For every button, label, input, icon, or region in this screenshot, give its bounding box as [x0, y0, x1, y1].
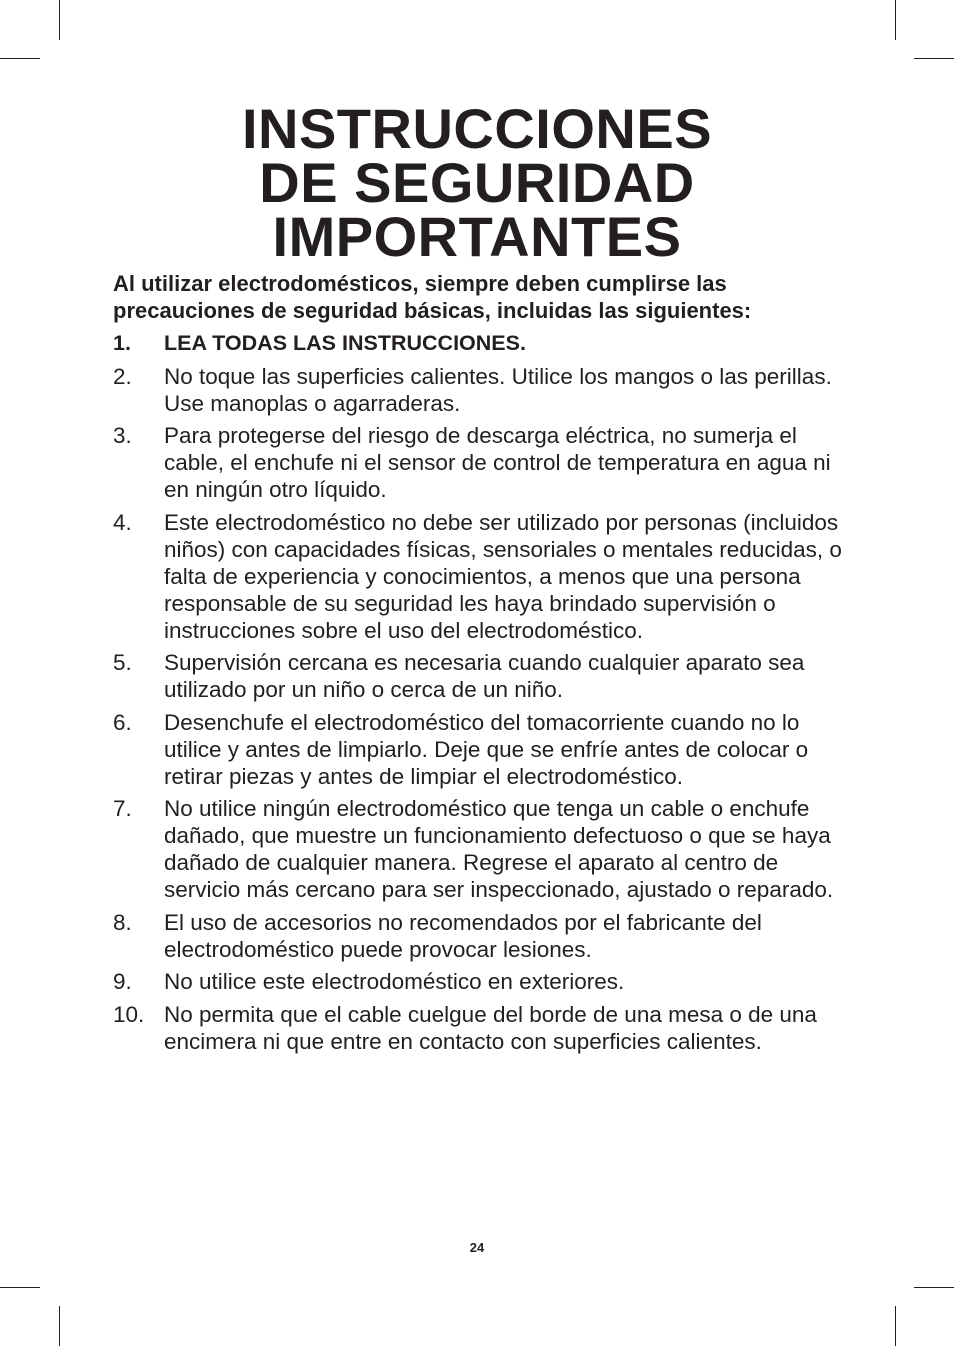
list-item-text: El uso de accesorios no recomendados por el fabricante del electrodoméstico puede provocar lesiones.: [164, 909, 762, 962]
title-line-3: IMPORTANTES: [272, 205, 682, 268]
list-item-number: 3.: [113, 423, 132, 448]
list-item: [113, 909, 848, 963]
list-item: [113, 968, 848, 995]
list-item-text: Para protegerse del riesgo de descarga eléctrica, no sumerja el cable, el enchufe ni el sensor de control de temperatura en agua ni en ningún otro líquido.: [164, 423, 831, 502]
crop-mark-top-left-horizontal: [0, 58, 40, 59]
list-item-text: Supervisión cercana es necesaria cuando cualquier aparato sea utilizado por un niño o cerca de un niño.: [164, 650, 805, 702]
list-item: [113, 330, 848, 357]
list-item-text: LEA TODAS LAS INSTRUCCIONES.: [164, 331, 526, 355]
list-item-text: No utilice ningún electrodoméstico que tenga un cable o enchufe dañado, que muestre un funcionamiento defectuoso o que se haya dañado de cualquier manera. Regrese el aparato al centro de servicio más cercano para ser inspeccionado, ajustado o reparado.: [164, 796, 834, 902]
list-item: [113, 1001, 848, 1055]
crop-mark-bottom-right-horizontal: [914, 1287, 954, 1288]
crop-mark-top-left-vertical: [59, 0, 60, 40]
list-item-number: 2.: [113, 363, 132, 389]
list-item: [113, 795, 848, 903]
list-item: [113, 422, 848, 503]
list-item: [113, 649, 848, 703]
list-item-text: No toque las superficies calientes. Utilice los mangos o las perillas. Use manoplas o agarraderas.: [164, 363, 832, 416]
instructions-list: [113, 330, 848, 1055]
crop-mark-bottom-left-horizontal: [0, 1287, 40, 1288]
crop-mark-bottom-left-vertical: [59, 1306, 60, 1346]
page-title: [0, 97, 954, 268]
list-item-number: 5.: [113, 650, 132, 675]
page-number: 24: [469, 1240, 485, 1255]
intro-paragraph: Al utilizar electrodomésticos, siempre deben cumplirse las precauciones de seguridad básicas, incluidas las siguientes:: [113, 271, 752, 323]
list-item-number: 7.: [113, 796, 132, 821]
list-item-text: Este electrodoméstico no debe ser utilizado por personas (incluidos niños) con capacidades físicas, sensoriales o mentales reducidas, o falta de experiencia y conocimientos, a menos que una persona responsable de su seguridad les haya brindado supervisión o instrucciones sobre el uso del electrodoméstico.: [164, 509, 842, 643]
list-item: [113, 709, 848, 790]
list-item: [113, 363, 848, 417]
list-item-number: 10.: [113, 1001, 145, 1027]
list-item-text: No permita que el cable cuelgue del borde de una mesa o de una encimera ni que entre en contacto con superficies calientes.: [164, 1001, 817, 1054]
title-line-2: DE SEGURIDAD: [259, 151, 695, 214]
list-item: [113, 509, 848, 644]
list-item-text: Desenchufe el electrodoméstico del tomacorriente cuando no lo utilice y antes de limpiarlo. Deje que se enfríe antes de colocar o retirar piezas y antes de limpiar el electrodoméstico.: [164, 709, 809, 789]
crop-mark-top-right-horizontal: [914, 58, 954, 59]
list-item-number: 8.: [113, 909, 132, 935]
safety-content: [113, 270, 848, 1060]
crop-mark-bottom-right-vertical: [895, 1306, 896, 1346]
list-item-number: 9.: [113, 969, 132, 994]
title-line-1: INSTRUCCIONES: [241, 97, 713, 160]
crop-mark-top-right-vertical: [895, 0, 896, 40]
list-item-text: No utilice este electrodoméstico en exteriores.: [164, 969, 625, 994]
list-item-number: 4.: [113, 509, 132, 535]
list-item-number: 6.: [113, 709, 132, 735]
list-item-number: 1.: [113, 331, 131, 355]
